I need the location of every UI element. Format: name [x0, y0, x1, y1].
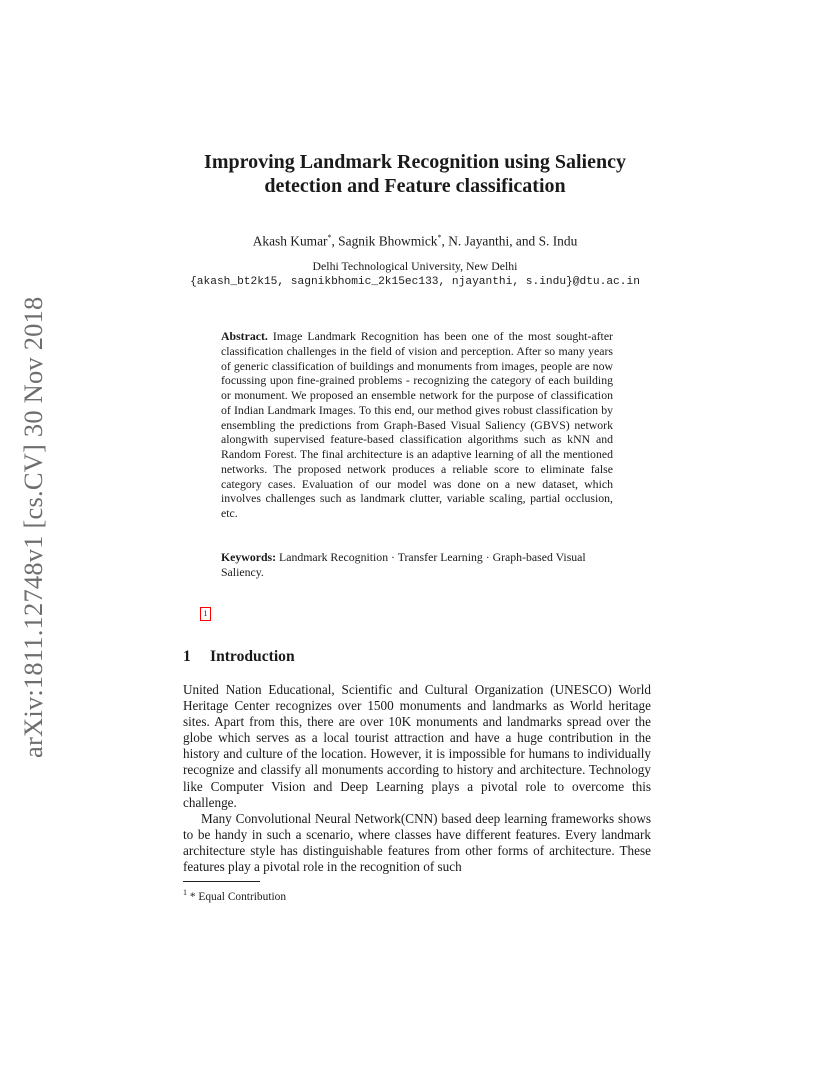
footnote-number: 1 — [183, 888, 187, 897]
author-mark: * — [437, 233, 442, 242]
section-number: 1 — [183, 648, 191, 665]
author-emails: {akash_bt2k15, sagnikbhomic_2k15ec133, njayanthi, s.indu}@dtu.ac.in — [190, 276, 640, 288]
author-list — [150, 229, 680, 249]
footnote-text: * Equal Contribution — [189, 890, 287, 903]
author-mark: * — [327, 233, 332, 242]
paragraph: United Nation Educational, Scientific and Cultural Organization (UNESCO) World Heritage Center recognizes over 1500 monuments and landmarks as World heritage sites. Apart from this, there are over 10K monuments and landmarks spread over the globe which serves as a local tourist attraction and have a huge contribution in the history and culture of the location. However, it is impossible for humans to individually recognize and classify all monuments according to history and architecture. Technology like Computer Vision and Deep Learning plays a pivotal role to overcome this challenge. — [183, 682, 651, 810]
author-name: N. Jayanthi — [448, 233, 510, 249]
keywords-text: Landmark Recognition · Transfer Learning · Graph-based Visual Saliency. — [221, 550, 586, 579]
author-name: Akash Kumar — [252, 233, 328, 249]
author-separator: , — [441, 233, 449, 249]
title-line-2: detection and Feature classification — [264, 175, 566, 197]
section-body — [183, 682, 651, 875]
section-title: Introduction — [210, 648, 295, 665]
paragraph: Many Convolutional Neural Network(CNN) based deep learning frameworks shows to be handy in such a scenario, where classes have different features. Every landmark architecture style has distinguishable features from other forms of architecture. These features play a pivotal role in the recognition of such — [183, 810, 651, 875]
author-name: Sagnik Bhowmick — [338, 233, 438, 249]
abstract — [221, 329, 613, 521]
footnote-rule — [183, 881, 260, 882]
footnote — [183, 885, 286, 905]
title-line-1: Improving Landmark Recognition using Saliency — [204, 151, 626, 173]
paper-title — [150, 150, 680, 198]
abstract-label: Abstract. — [221, 329, 268, 343]
author-separator: , — [331, 233, 339, 249]
keywords — [221, 550, 613, 580]
section-heading — [183, 647, 295, 667]
footnote-link[interactable]: 1 — [200, 607, 211, 621]
affiliation: Delhi Technological University, New Delhi — [312, 259, 518, 273]
keywords-label: Keywords: — [221, 550, 277, 564]
author-name: S. Indu — [538, 233, 578, 249]
abstract-text: Image Landmark Recognition has been one of the most sought-after classification challenges in the field of vision and perception. After so many years of generic classification of buildings and monuments from images, people are now focussing upon fine-grained problems - recognizing the category of each building or monument. We proposed an ensemble network for the purpose of classification of Indian Landmark Images. To this end, our method gives robust classification by ensembling the predictions from Graph-Based Visual Saliency (GBVS) network alongwith supervised feature-based classification algorithms such as kNN and Random Forest. The final architecture is an adaptive learning of all the mentioned networks. The proposed network produces a reliable score to eliminate false category cases. Evaluation of our model was done on a new dataset, which involves challenges such as landmark clutter, variable scaling, partial occlusion, etc. — [221, 329, 613, 520]
arxiv-identifier: arXiv:1811.12748v1 [cs.CV] 30 Nov 2018 — [18, 296, 48, 758]
author-separator: , and — [509, 233, 539, 249]
